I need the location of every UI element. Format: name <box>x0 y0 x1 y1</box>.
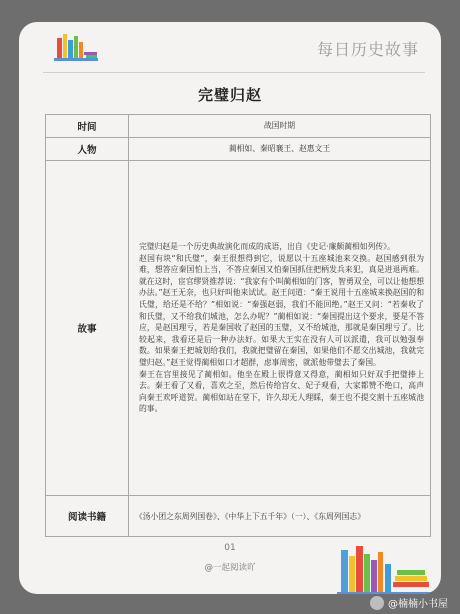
story-paragraph: 秦王在宫里接见了蔺相如。他坐在殿上很得意又得意，蔺相如只好双手把璧捧上去。秦王看了又看，喜欢之至，然后传给宫女、妃子观看，大家都赞不绝口，高声向秦王欢呼道贺。蔺相如站在堂下，许久却无人理睬，秦王也不提交割十五座城池的事。 <box>139 369 424 414</box>
story-info-table <box>45 114 431 537</box>
story-paragraph: 赵国有块“和氏璧”，秦王很想得到它，说愿以十五座城池来交换。赵国感到很为难，想答应秦国怕上当，不答应秦国又怕秦国抓住把柄发兵来犯，真是进退两难。就在这时，宦官缪贤推荐说：“我家有个叫蔺相如的门客，智勇双全，可以让他想想办法。”赵王无奈，也只好叫他来试试。赵王问道：“秦王说用十五座城来换赵国的和氏璧，给还是不给？”相如说：“秦强赵弱，我们不能回绝。”赵王又问：“若秦收了和氏璧，又不给我们城池，怎么办呢？”蔺相如说：“秦国提出这个要求，要是不答应，是赵国理亏，若是秦国收了赵国的玉璧，又不给城池，那就是秦国理亏了。比较起来，我看还是后一种办法好。如果大王实在没有人可以派遣，我可以勉强奉数。如果秦王把城划给我们，我就把璧留在秦国，如果他们不愿交出城池，我就完璧归赵。”赵王觉得蔺相如口才超群，虑事周密，就派他带璧去了秦国。 <box>139 253 424 367</box>
page-title: 完璧归赵 <box>197 86 262 104</box>
page-card <box>19 22 441 594</box>
table-row-time <box>46 115 431 138</box>
row-value-time: 战国时期 <box>129 115 431 138</box>
row-label-time: 时间 <box>46 115 129 138</box>
row-label-books: 阅读书籍 <box>46 496 129 537</box>
books-logo-icon <box>51 32 101 68</box>
books-text: 《汤小团之东周列国卷》、《中华上下五千年》（一）、《东周列国志》 <box>135 511 365 521</box>
row-value-story <box>129 161 431 496</box>
brand-title: 每日历史故事 <box>316 40 419 59</box>
story-paragraph: 完璧归赵是一个历史典故演化而成的成语，出自《史记·廉颇蔺相如列传》。 <box>139 242 395 252</box>
table-row-books <box>46 496 431 537</box>
page-number: 01 <box>224 543 236 553</box>
watermark <box>370 595 448 610</box>
row-label-story: 故事 <box>46 161 129 496</box>
row-label-people: 人物 <box>46 138 129 161</box>
bookshelf-icon <box>337 542 435 594</box>
watermark-text: @楠楠小书屋 <box>388 599 448 610</box>
table-row-story <box>46 161 431 496</box>
watermark-avatar-icon <box>370 596 384 610</box>
footer-slogan: @一起阅读吖 <box>204 563 256 573</box>
row-value-people: 蔺相如、秦昭襄王、赵惠文王 <box>129 138 431 161</box>
header-divider <box>43 72 425 73</box>
story-text <box>129 239 430 417</box>
row-value-books <box>129 496 431 537</box>
table-row-people <box>46 138 431 161</box>
